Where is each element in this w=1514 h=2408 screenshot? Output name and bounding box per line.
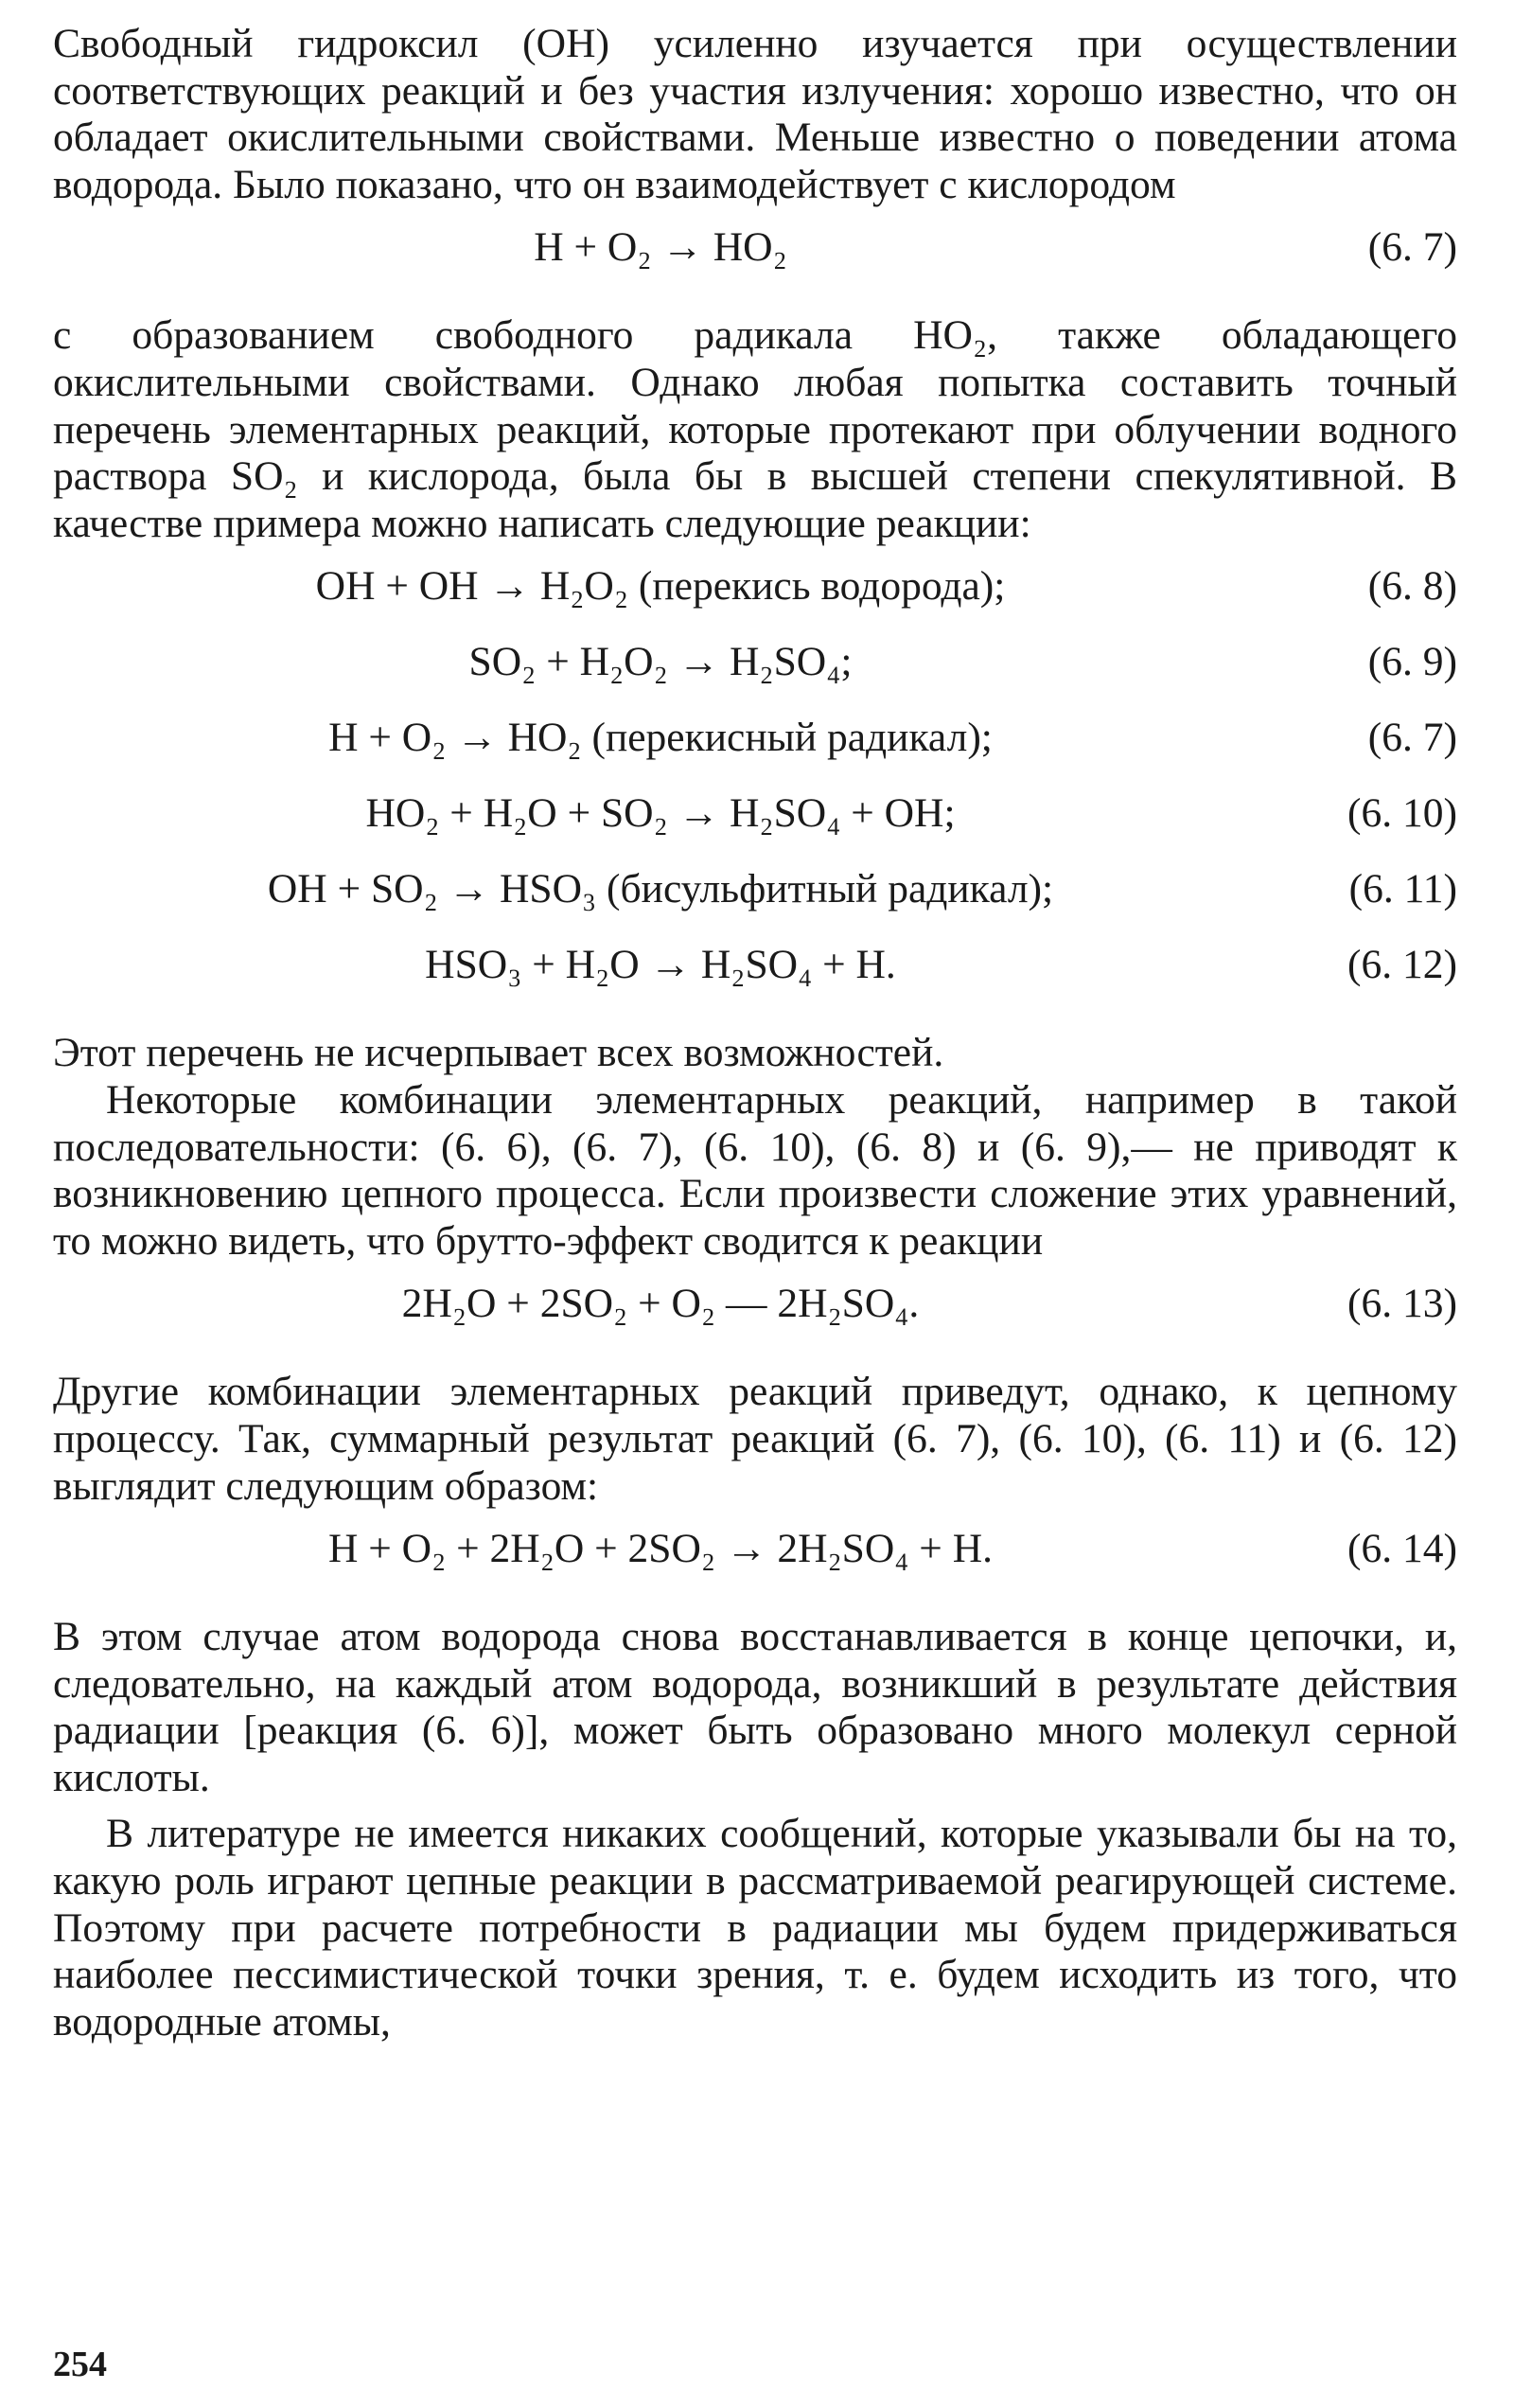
paragraph: Этот перечень не исчерпывает всех возможностей. (53, 1030, 944, 1076)
equation-number: (6. 13) (1347, 1281, 1457, 1327)
equation-block (53, 1265, 1457, 1340)
equation-expression: SO₂ + H₂O₂ → H₂SO₄; (468, 639, 853, 685)
equation-number: (6. 12) (1347, 942, 1457, 988)
equation-block (53, 208, 1457, 284)
equation-6-7-repeat (53, 699, 1457, 774)
equation-number: (6. 10) (1347, 790, 1457, 837)
paragraph: Свободный гидроксил (OH) усиленно изучается при осуществлении соответствующих реакций и без участия излучения: хорошо известно, что он обладает окислительными свойствами. Меньше известно о поведении атома водорода. Было показано, что он взаимодействует с кислородом (53, 21, 1457, 207)
equation-number: (6. 14) (1347, 1526, 1457, 1572)
equation-list (53, 547, 1457, 1001)
page-body (53, 21, 1457, 2045)
equation-number: (6. 11) (1348, 866, 1457, 912)
equation-number: (6. 7) (1367, 224, 1457, 271)
equation-number: (6. 8) (1367, 563, 1457, 610)
equation-expression: H + O₂ → HO₂ (перекисный радикал); (328, 715, 993, 761)
paragraph: В этом случае атом водорода снова восстанавливается в конце цепочки, и, следовательно, на каждый атом водорода, возникший в результате действия радиации [реакция (6. 6)], может быть образовано много молекул серной кислоты. (53, 1614, 1457, 1800)
equation-expression: 2H₂O + 2SO₂ + O₂ — 2H₂SO₄. (401, 1281, 920, 1327)
equation-block (53, 1510, 1457, 1585)
equation-expression: OH + SO₂ → HSO₃ (бисульфитный радикал); (267, 866, 1054, 912)
equation-expression: HSO₃ + H₂O → H₂SO₄ + H. (425, 942, 896, 988)
equation-6-12 (53, 926, 1457, 1001)
equation-expression: H + O₂ + 2H₂O + 2SO₂ → 2H₂SO₄ + H. (327, 1526, 994, 1572)
equation-6-14 (53, 1510, 1457, 1585)
equation-6-11 (53, 850, 1457, 926)
equation-6-8 (53, 547, 1457, 623)
equation-expression: OH + OH → H₂O₂ (перекись водорода); (315, 563, 1006, 610)
paragraph: В литературе не имеется никаких сообщений, которые указывали бы на то, какую роль играют цепные реакции в рассматриваемой реагирующей системе. Поэтому при расчете потребности в радиации мы будем придерживаться наиболее пессимистической точки зрения, т. е. будем исходить из того, что водородные атомы, (53, 1811, 1457, 2045)
equation-6-10 (53, 774, 1457, 850)
page-number: 254 (53, 2345, 107, 2384)
paragraph: Другие комбинации элементарных реакций приведут, однако, к цепному процессу. Так, суммарный результат реакций (6. 7), (6. 10), (6. 11) и (6. 12) выглядит следующим образом: (53, 1369, 1457, 1509)
equation-6-7 (53, 208, 1457, 284)
equation-6-9 (53, 623, 1457, 699)
paragraph: Некоторые комбинации элементарных реакций, например в такой последовательности: (6. 6), (6. 7), (6. 10), (6. 8) и (6. 9),— не приводят к возникновению цепного процесса. Если произвести сложение этих уравнений, то можно видеть, что брутто-эффект сводится к реакции (53, 1076, 1457, 1264)
equation-expression: H + O₂ → HO₂ (534, 224, 787, 271)
equation-number: (6. 7) (1367, 715, 1457, 761)
equation-6-13 (53, 1265, 1457, 1340)
paragraph: с образованием свободного радикала HO₂, также обладающего окислительными свойствами. Однако любая попытка составить точный перечень элементарных реакций, которые протекают при облучении водного раствора SO₂ и кислорода, была бы в высшей степени спекулятивной. В качестве примера можно написать следующие реакции: (53, 312, 1457, 546)
equation-expression: HO₂ + H₂O + SO₂ → H₂SO₄ + OH; (365, 790, 956, 837)
equation-number: (6. 9) (1367, 639, 1457, 685)
